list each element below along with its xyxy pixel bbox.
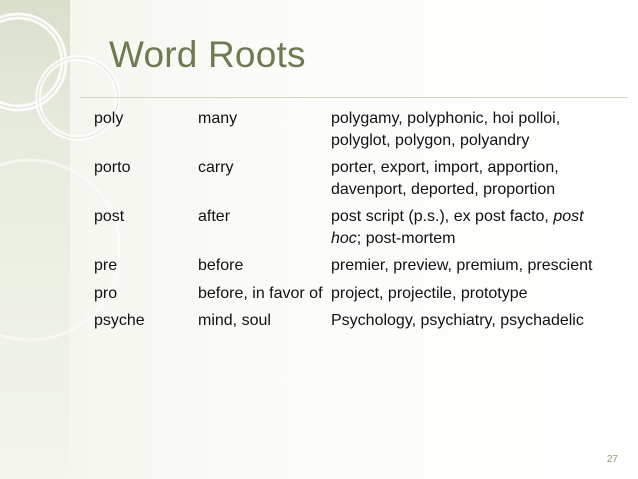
root-cell: psyche (94, 312, 145, 329)
meaning-cell: before, in favor of (198, 284, 323, 302)
examples-cell: Psychology, psychiatry, psychadelic (331, 312, 584, 329)
table-row (94, 310, 614, 332)
root-cell: porto (94, 159, 131, 176)
word-roots-table (94, 108, 614, 338)
examples-cell: porter, export, import, apportion, davenport, deported, proportion (331, 159, 559, 198)
table-row (94, 157, 614, 200)
examples-cell (331, 206, 601, 249)
page-number: 27 (606, 454, 618, 465)
slide-title: Word Roots (109, 34, 306, 75)
table-row (94, 108, 614, 151)
examples-italic-text: post hoc (331, 208, 584, 247)
examples-text: post script (p.s.), ex post facto, (331, 208, 554, 225)
examples-cell: polygamy, polyphonic, hoi polloi, polyglot, polygon, polyandry (331, 110, 561, 149)
root-cell: poly (94, 110, 124, 127)
root-cell: pre (94, 257, 118, 274)
title-divider (80, 97, 628, 98)
table-row (94, 283, 614, 305)
root-cell: post (94, 208, 125, 225)
meaning-cell: many (198, 110, 238, 127)
meaning-cell: mind, soul (198, 312, 271, 329)
examples-cell: premier, preview, premium, prescient (331, 257, 593, 274)
table-row (94, 206, 614, 249)
meaning-cell: carry (198, 159, 234, 176)
examples-text-tail: ; post-mortem (356, 229, 456, 247)
meaning-cell: before (198, 257, 244, 274)
meaning-cell: after (198, 208, 231, 225)
table-row (94, 255, 614, 277)
examples-cell: project, projectile, prototype (331, 284, 528, 302)
root-cell: pro (94, 284, 118, 302)
